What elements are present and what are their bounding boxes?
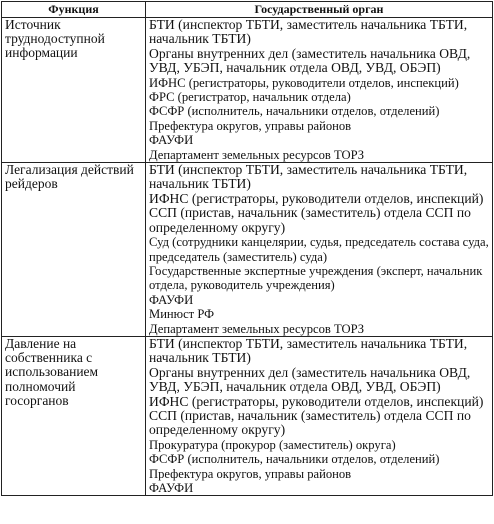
organ-entry: Прокуратура (прокурор (заместитель) округа) — [149, 437, 396, 452]
organ-entry: ИФНС (регистраторы, руководители отделов, инспекций) — [149, 190, 484, 206]
organ-entry: ИФНС (регистраторы, руководители отделов, инспекций) — [149, 393, 484, 409]
organ-entry: ФРС (регистратор, начальник отдела) — [149, 90, 351, 105]
table-row — [2, 163, 493, 337]
function-cell: Источник труднодоступной информации — [2, 18, 146, 163]
organ-entry: Органы внутренних дел (заместитель начальника ОВД, УВД, УБЭП, начальник отдела ОВД, УВД, ОБЭП) — [149, 364, 471, 395]
organ-cell — [146, 163, 493, 337]
organ-entry: ССП (пристав, начальник (заместитель) отдела ССП по определенному округу) — [149, 407, 471, 438]
organ-entry: ССП (пристав, начальник (заместитель) отдела ССП по определенному округу) — [149, 205, 471, 235]
organ-entry: Суд (сотрудники канцелярии, судья, председатель состава суда, председатель (заместитель) суда) — [149, 235, 489, 264]
organ-entry: БТИ (инспектор ТБТИ, заместитель начальника ТБТИ, начальник ТБТИ) — [149, 17, 468, 47]
table-row — [2, 336, 493, 495]
header-organ: Государственный орган — [146, 2, 493, 18]
table-header-row — [2, 2, 493, 18]
organ-entry: Префектура округов, управы районов — [149, 118, 352, 133]
organ-entry: Префектура округов, управы районов — [149, 466, 352, 481]
organ-cell — [146, 18, 493, 163]
organ-entry: Минюст РФ — [149, 307, 215, 322]
organ-entry: Департамент земельных ресурсов ТОРЗ — [149, 321, 365, 336]
organ-entry: ФАУФИ — [149, 481, 194, 495]
organ-entry: Органы внутренних дел (заместитель начальника ОВД, УВД, УБЭП, начальник отдела ОВД, УВД, ОБЭП) — [149, 45, 471, 76]
organ-entry: ФСФР (исполнитель, начальники отделов, отделений) — [149, 104, 440, 119]
organ-entry: ИФНС (регистраторы, руководители отделов, инспекций) — [149, 75, 459, 90]
organ-entry: Департамент земельных ресурсов ТОРЗ — [149, 147, 365, 162]
organ-entry: ФСФР (исполнитель, начальники отделов, отделений) — [149, 452, 440, 467]
header-function: Функция — [2, 2, 146, 18]
function-cell: Давление на собственника с использованием полномочий госорганов — [2, 336, 146, 495]
table-row — [2, 18, 493, 163]
government-organs-table — [1, 1, 493, 496]
organ-entry: БТИ (инспектор ТБТИ, заместитель начальника ТБТИ, начальник ТБТИ) — [149, 162, 468, 192]
function-cell: Легализация действий рейдеров — [2, 163, 146, 337]
organ-entry: БТИ (инспектор ТБТИ, заместитель начальника ТБТИ, начальник ТБТИ) — [149, 335, 468, 366]
organ-cell — [146, 336, 493, 495]
organ-entry: ФАУФИ — [149, 133, 194, 148]
organ-entry: Государственные экспертные учреждения (эксперт, начальник отдела, руководитель учреждения) — [149, 263, 483, 293]
table-body — [2, 18, 493, 496]
organ-entry: ФАУФИ — [149, 292, 194, 307]
